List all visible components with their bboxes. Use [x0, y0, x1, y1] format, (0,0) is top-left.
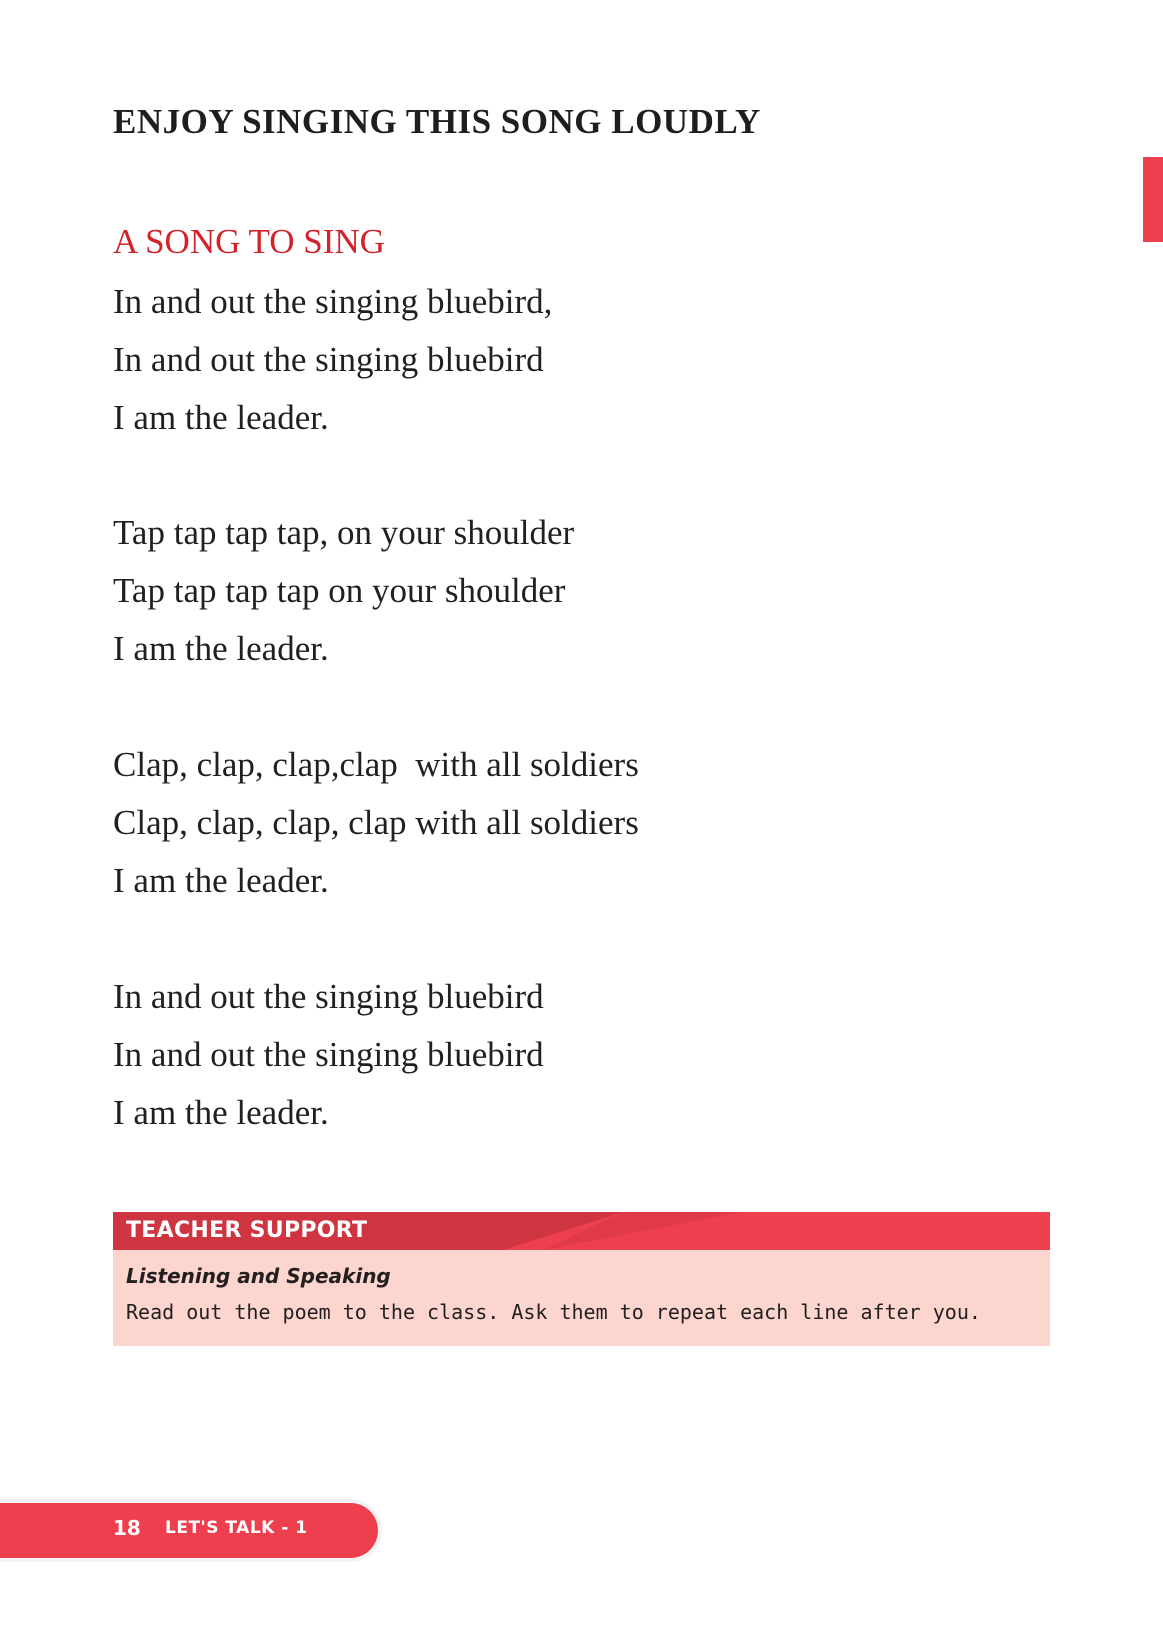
teacher-support-label: TEACHER SUPPORT [126, 1218, 368, 1243]
verse-line: I am the leader. [113, 398, 329, 437]
verse-4 [113, 968, 544, 1142]
verse-1 [113, 273, 552, 447]
verse-line: In and out the singing bluebird [113, 977, 544, 1016]
verse-line: I am the leader. [113, 629, 329, 668]
verse-3 [113, 736, 639, 910]
verse-line: Tap tap tap tap on your shoulder [113, 571, 566, 610]
song-title: A SONG TO SING [113, 222, 385, 261]
teacher-support-body: Read out the poem to the class. Ask them to repeat each line after you. [126, 1300, 981, 1324]
verse-line: Clap, clap, clap, clap with all soldiers [113, 803, 639, 842]
book-title: LET'S TALK - 1 [165, 1518, 308, 1538]
verse-line: In and out the singing bluebird, [113, 282, 553, 321]
teacher-support-header [113, 1212, 1050, 1250]
verse-line: Tap tap tap tap, on your shoulder [113, 513, 575, 552]
footer-band [0, 1503, 378, 1558]
verse-line: I am the leader. [113, 1093, 329, 1132]
side-tab-marker [1143, 157, 1163, 242]
page-heading: ENJOY SINGING THIS SONG LOUDLY [113, 102, 761, 141]
teacher-support-box [113, 1212, 1050, 1346]
verse-line: Clap, clap, clap,clap with all soldiers [113, 745, 639, 784]
page-number: 18 [113, 1516, 141, 1540]
verse-line: In and out the singing bluebird [113, 340, 544, 379]
teacher-support-subheading: Listening and Speaking [126, 1264, 391, 1288]
verse-2 [113, 504, 574, 678]
verse-line: I am the leader. [113, 861, 329, 900]
verse-line: In and out the singing bluebird [113, 1035, 544, 1074]
